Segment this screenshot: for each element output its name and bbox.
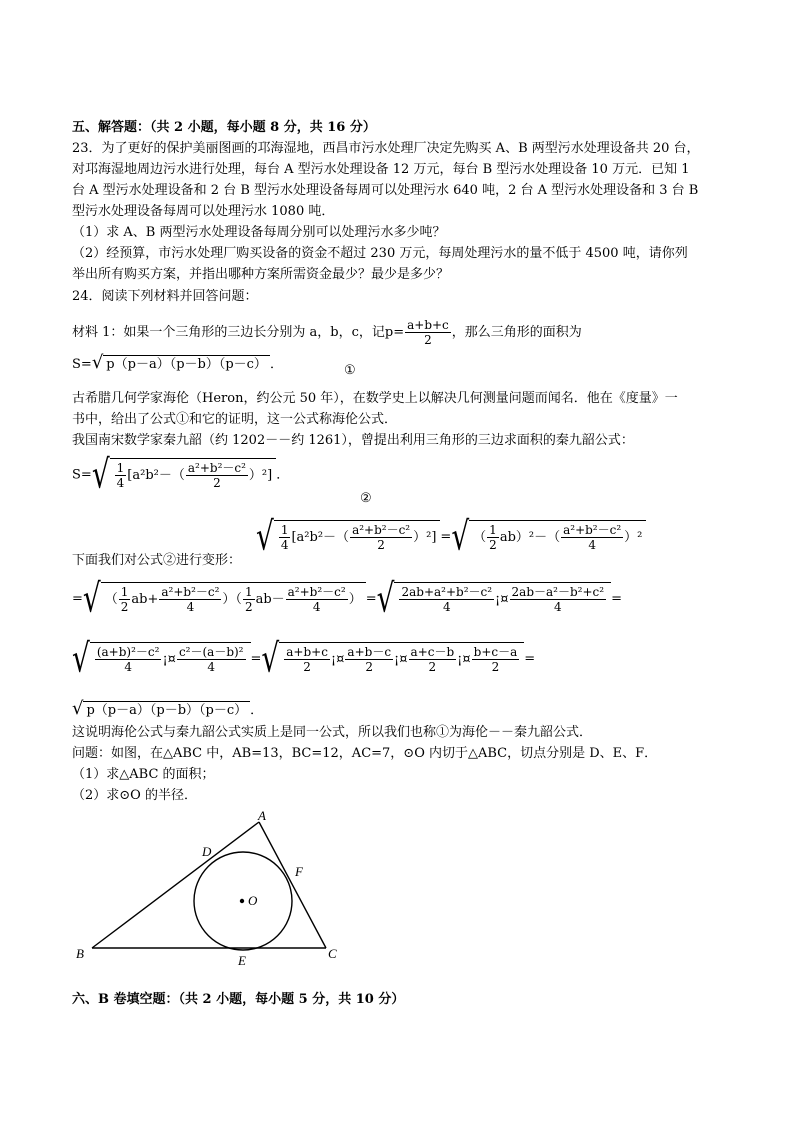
t3-p2-num: a+b－c	[347, 645, 392, 659]
quarter-den: 4	[116, 476, 125, 490]
transform-step-4: √ p（p－a）（p－b）（p－c） ．	[72, 698, 264, 719]
problem-statement: 问题：如图，在△ABC 中，AB=13，BC=12，AC=7，⊙O 内切于△ABC，切点分别是 D、E、F．	[72, 746, 658, 761]
q23-line-4: 型污水处理设备每周可以处理污水 1080 吨．	[72, 204, 335, 219]
t2-h1-den: 2	[120, 600, 129, 614]
heron-s-label: S=	[72, 357, 92, 372]
t1-frac-num: a²+b²－c²	[352, 523, 411, 537]
t2-f4-den: 4	[553, 600, 562, 614]
t1-half-num: 1	[489, 523, 497, 537]
p-numerator: a+b+c	[407, 318, 449, 332]
t3-eq2: =	[524, 651, 536, 667]
t2-h2-den: 2	[244, 600, 253, 614]
t3-p1-num: a+b+c	[286, 645, 328, 659]
q24-sub-2: （2）求⊙O 的半径．	[72, 788, 197, 803]
q24-sub-1: （1）求△ABC 的面积；	[72, 767, 215, 782]
heron-radicand: p（p－a）（p－b）（p－c）	[103, 355, 270, 374]
t3-f1-num: (a+b)²－c²	[96, 645, 160, 659]
transform-text: 下面我们对公式②进行变形：	[72, 553, 242, 568]
t2-f3-den: 4	[442, 600, 451, 614]
transform-step-3: √ $\frac{\text{(a+b)²－c²}}{4}$ ¡¤ $\frac{\text{c²－(a－b)²}}{4}$ =√ $\frac{a+b+c}{2}$ ¡¤ $\frac{a+b-c}{2}$ ¡¤ $\frac{a+c-b}{2}$ ¡¤ $\frac{b+c-a}{2}$ =	[72, 635, 536, 682]
t2-f2-num: a²+b²－c²	[287, 585, 346, 599]
label-e: E	[238, 953, 246, 968]
t2-eq2: =	[365, 591, 377, 607]
section-5-heading: 五、解答题：（共 2 小题，每小题 8 分，共 16 分）	[72, 120, 376, 135]
t3-mid2: ¡¤	[330, 652, 345, 667]
circled-one: ①	[344, 363, 356, 378]
t2-f3-num: 2ab+a²+b²－c²	[401, 585, 493, 599]
q23-sub-2b: 举出所有购买方案，并指出哪种方案所需资金最少？最少是多少？	[72, 267, 450, 282]
t3-f2-num: c²－(a－b)²	[178, 645, 244, 659]
material-1-line	[72, 318, 582, 347]
conclusion: 这说明海伦公式与秦九韶公式实质上是同一公式，所以我们也称①为海伦－－秦九韶公式．	[72, 725, 593, 740]
t1-eq: =	[440, 529, 452, 545]
label-o: O	[248, 893, 258, 908]
qin-frac-den: 2	[213, 476, 221, 490]
circled-two: ②	[360, 491, 372, 506]
qin-s-label: S=	[72, 467, 92, 483]
heron-formula: S=√ p（p－a）（p－b）（p－c） ．	[72, 352, 283, 373]
label-b: B	[76, 946, 84, 961]
t2-mid: ¡¤	[495, 592, 509, 607]
q23-sub-1: （1）求 A、B 两型污水处理设备每周分别可以处理污水多少吨？	[72, 225, 446, 240]
q23-line-3: 台 A 型污水处理设备和 2 台 B 型污水处理设备每周可以处理污水 640 吨，2 台 A 型污水处理设备和 3 台 B	[72, 183, 699, 198]
t1-ab: ab）²－（	[499, 530, 561, 545]
t1-quarter-num: 1	[280, 523, 289, 537]
section-6-heading: 六、B 卷填空题：（共 2 小题，每小题 5 分，共 10 分）	[72, 992, 405, 1007]
t3-mid: ¡¤	[162, 652, 176, 667]
t2-h2-num: 1	[244, 585, 253, 599]
material-1-post: ，那么三角形的面积为	[451, 325, 582, 340]
t2-eq1: =	[72, 591, 83, 607]
p-denominator: 2	[424, 333, 432, 347]
t2-f1-den: 4	[186, 600, 195, 614]
quarter-num: 1	[116, 461, 125, 475]
material-1-pre: 材料 1：如果一个三角形的三边长分别为 a，b，c，记	[72, 325, 385, 340]
t3-eq1: =	[250, 651, 262, 667]
label-f: F	[295, 864, 303, 879]
p-label: p=	[384, 325, 405, 340]
t3-p2-den: 2	[365, 660, 374, 674]
transform-step-1: √ $\frac{1}{4}$ [a²b²－（ $\frac{\text{a²+b²－c²}}{2}$ ）²] =√ （ $\frac{1}{2}$ ab）²－（ $\frac{\text{a²+b²－c²}}{4}$ ）²	[256, 520, 646, 554]
t3-f1-den: 4	[124, 660, 132, 674]
history-line-3: 我国南宋数学家秦九韶（约 1202－－约 1261），曾提出利用三角形的三边求面积的秦九韶公式：	[72, 433, 634, 448]
qin-formula: S=√ $\frac{1}{4}$ [a²b²－（ $\frac{\text{a²+b²－c²}}{2}$ ）²] ．	[72, 451, 290, 498]
label-c: C	[328, 946, 337, 961]
q23-sub-2a: （2）经预算，市污水处理厂购买设备的资金不超过 230 万元，每周处理污水的量不低于 4500 吨，请你列	[72, 246, 688, 261]
t1-frac-den: 2	[377, 538, 385, 552]
p-def	[384, 318, 452, 347]
side-ac	[259, 822, 326, 948]
qin-close: ）²]	[248, 468, 273, 483]
t1-quarter-den: 4	[280, 538, 289, 552]
t1-half-den: 2	[489, 538, 497, 552]
t1-close: ）²]	[413, 530, 437, 545]
a2b2-term: [a²b²－（	[127, 468, 185, 483]
q23-line-2: 对邛海湿地周边污水进行处理，每台 A 型污水处理设备 12 万元，每台 B 型污水处理设备 10 万元．已知 1	[72, 162, 690, 177]
center-dot	[240, 899, 244, 903]
q24-intro: 24．阅读下列材料并回答问题：	[72, 289, 258, 304]
t2-ab-plus: ab+	[131, 592, 159, 607]
history-line-1: 古希腊几何学家海伦（Heron，约公元 50 年），在数学史上以解决几何测量问题而闻名．他在《度量》一	[72, 391, 678, 406]
t3-f2-den: 4	[207, 660, 216, 674]
t3-p1-den: 2	[303, 660, 311, 674]
label-a: A	[258, 808, 266, 823]
final-radicand: p（p－a）（p－b）（p－c）	[83, 701, 250, 720]
label-d: D	[202, 844, 212, 859]
transform-step-2: =√ （ $\frac{1}{2}$ ab+ $\frac{\text{a²+b²－c²}}{4}$ ）（ $\frac{1}{2}$ ab－ $\frac{\text{a²+b²－c²}}{4}$ ） =√ $\frac{\text{2ab+a²+b²－c²}}{4}$ ¡¤ $\frac{\text{2ab－a²－b²+c²}}{4}$ =	[72, 575, 622, 622]
t1-a2b2: [a²b²－（	[291, 530, 350, 545]
t3-p3-num: a+c－b	[410, 645, 455, 659]
t2-ab-minus: ab－	[255, 592, 285, 607]
t3-p3-den: 2	[428, 660, 437, 674]
t3-mid4: ¡¤	[457, 652, 471, 667]
t2-h1-num: 1	[120, 585, 129, 599]
t3-p4-num: b+c－a	[473, 645, 518, 659]
side-ab	[92, 822, 259, 948]
t1-q4-den: 4	[588, 538, 596, 552]
t3-mid3: ¡¤	[394, 652, 408, 667]
t2-f2-den: 4	[312, 600, 321, 614]
q23-line-1: 23．为了更好的保护美丽图画的邛海湿地，西昌市污水处理厂决定先购买 A、B 两型污水处理设备共 20 台，	[72, 141, 700, 156]
t2-f4-num: 2ab－a²－b²+c²	[511, 585, 605, 599]
triangle-incircle-figure	[72, 808, 342, 968]
t3-p4-den: 2	[491, 660, 500, 674]
history-line-2: 书中，给出了公式①和它的证明，这一公式称海伦公式．	[72, 412, 398, 427]
t2-eq3: =	[611, 591, 622, 607]
t2-f1-num: a²+b²－c²	[161, 585, 220, 599]
qin-frac-num: a²+b²－c²	[187, 461, 246, 475]
t1-q4-num: a²+b²－c²	[563, 523, 622, 537]
